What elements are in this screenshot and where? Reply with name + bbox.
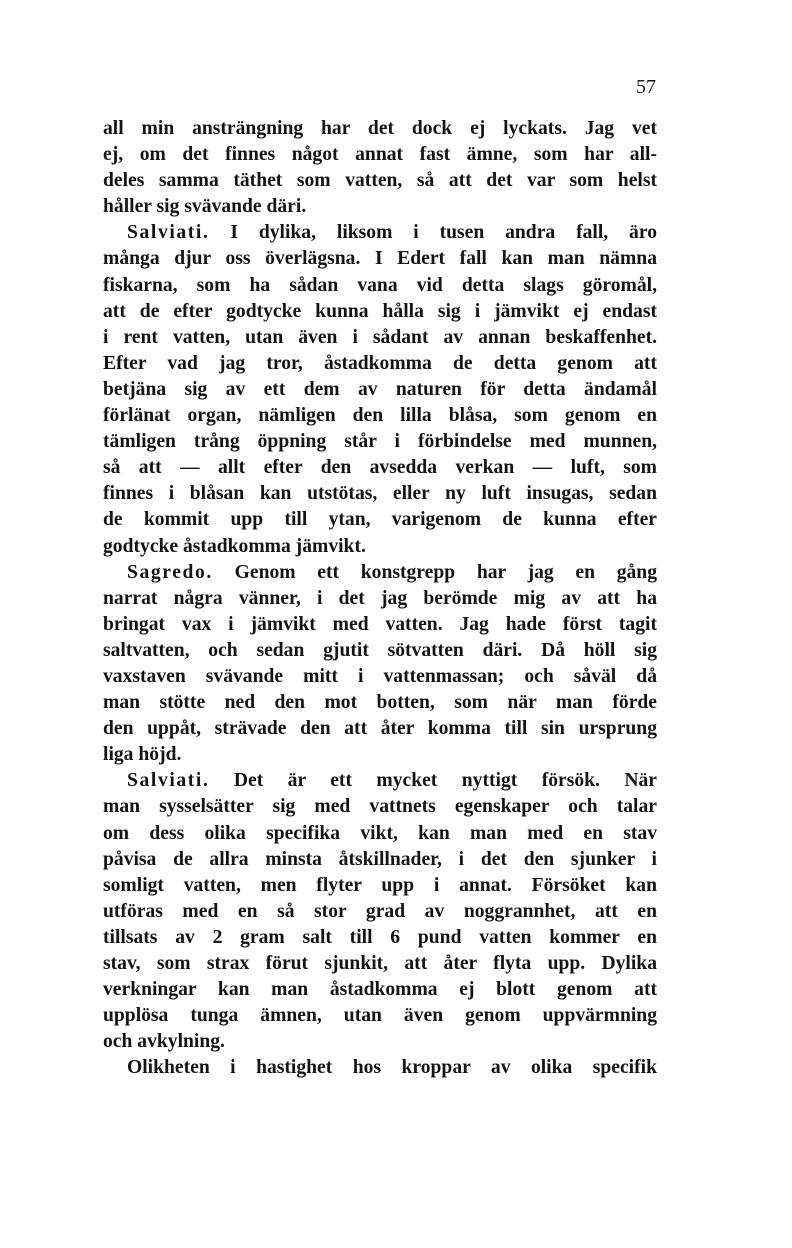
line-text: tillsats av 2 gram salt till 6 pund vatten kommer en bbox=[103, 926, 657, 948]
line-text: man stötte ned den mot botten, som när man förde bbox=[103, 692, 657, 714]
text-line bbox=[103, 768, 657, 794]
line-text: den uppåt, strävade den att åter komma till sin ursprung bbox=[103, 718, 657, 740]
text-line bbox=[103, 377, 657, 403]
line-text: somligt vatten, men flyter upp i annat. Försöket kan bbox=[103, 874, 657, 896]
text-line bbox=[103, 925, 657, 951]
line-text: man sysselsätter sig med vattnets egenskaper och talar bbox=[103, 796, 657, 818]
line-text: stav, som strax förut sjunkit, att åter flyta upp. Dylika bbox=[103, 953, 657, 974]
text-line bbox=[103, 873, 657, 899]
line-text: I dylika, liksom i tusen andra fall, äro bbox=[209, 222, 657, 244]
text-line bbox=[103, 246, 657, 272]
line-text: påvisa de allra minsta åtskillnader, i det den sjunker i bbox=[103, 848, 657, 870]
line-text: utföras med en så stor grad av noggrannhet, att en bbox=[103, 900, 657, 922]
line-text: upplösa tunga ämnen, utan även genom uppvärmning bbox=[103, 1005, 657, 1027]
line-text: tämligen trång öppning står i förbindelse med munnen, bbox=[103, 431, 657, 453]
line-text: förlänat organ, nämligen den lilla blåsa, som genom en bbox=[103, 405, 657, 427]
line-text: all min ansträngning har det dock ej lyckats. Jag vet bbox=[103, 118, 657, 139]
text-line bbox=[103, 690, 657, 716]
line-text: ej, om det finnes något annat fast ämne, som har all- bbox=[103, 144, 657, 166]
text-line bbox=[103, 1029, 657, 1055]
text-line bbox=[103, 847, 657, 873]
line-text: så att — allt efter den avsedda verkan — luft, som bbox=[103, 457, 657, 479]
text-line bbox=[103, 455, 657, 481]
line-text: liga höjd. bbox=[103, 744, 182, 766]
text-line bbox=[103, 1055, 657, 1081]
line-text: Genom ett konstgrepp har jag en gång bbox=[212, 561, 657, 583]
text-line bbox=[103, 299, 657, 325]
line-text: i rent vatten, utan även i sådant av annan beskaffenhet. bbox=[103, 326, 657, 348]
text-line bbox=[103, 612, 657, 638]
text-line bbox=[103, 794, 657, 820]
line-text: godtycke åstadkomma jämvikt. bbox=[103, 535, 366, 557]
text-line bbox=[103, 821, 657, 847]
page-number: 57 bbox=[636, 76, 656, 98]
text-line bbox=[103, 716, 657, 742]
text-line bbox=[103, 220, 657, 246]
line-text: finnes i blåsan kan utstötas, eller ny luft insugas, sedan bbox=[103, 483, 657, 505]
text-line bbox=[103, 194, 657, 220]
line-text: att de efter godtycke kunna hålla sig i jämvikt ej endast bbox=[103, 300, 657, 322]
body-text bbox=[103, 116, 657, 1081]
text-line bbox=[103, 899, 657, 925]
speaker-name: Sagredo. bbox=[127, 561, 213, 583]
text-line bbox=[103, 351, 657, 377]
line-text: om dess olika specifika vikt, kan man med en stav bbox=[103, 822, 657, 844]
line-text: bringat vax i jämvikt med vatten. Jag hade först tagit bbox=[103, 613, 657, 635]
line-text: betjäna sig av ett dem av naturen för detta ändamål bbox=[103, 378, 657, 400]
line-text: Olikheten i hastighet hos kroppar av olika specifik bbox=[127, 1057, 657, 1079]
line-text: fiskarna, som ha sådan vana vid detta slags göromål, bbox=[103, 274, 657, 296]
line-text: Efter vad jag tror, åstadkomma de detta genom att bbox=[103, 352, 657, 374]
text-line bbox=[103, 586, 657, 612]
text-line bbox=[103, 403, 657, 429]
speaker-name: Salviati. bbox=[127, 770, 210, 792]
text-line bbox=[103, 507, 657, 533]
line-text: deles samma täthet som vatten, så att det var som helst bbox=[103, 170, 657, 192]
line-text: de kommit upp till ytan, varigenom de kunna efter bbox=[103, 509, 657, 531]
line-text: verkningar kan man åstadkomma ej blott genom att bbox=[103, 979, 657, 1001]
text-line bbox=[103, 534, 657, 560]
line-text: många djur oss överlägsna. I Edert fall kan man nämna bbox=[103, 248, 657, 270]
line-text: saltvatten, och sedan gjutit sötvatten däri. Då höll sig bbox=[103, 639, 657, 661]
text-line bbox=[103, 273, 657, 299]
line-text: narrat några vänner, i det jag berömde mig av att ha bbox=[103, 587, 657, 609]
text-line bbox=[103, 168, 657, 194]
text-line bbox=[103, 429, 657, 455]
speaker-name: Salviati. bbox=[127, 222, 210, 244]
text-line bbox=[103, 638, 657, 664]
text-line bbox=[103, 116, 657, 142]
text-line bbox=[103, 142, 657, 168]
text-line bbox=[103, 325, 657, 351]
text-line bbox=[103, 1003, 657, 1029]
text-line bbox=[103, 664, 657, 690]
text-line bbox=[103, 977, 657, 1003]
text-line bbox=[103, 481, 657, 507]
line-text: vaxstaven svävande mitt i vattenmassan; och såväl då bbox=[103, 665, 657, 687]
text-line bbox=[103, 742, 657, 768]
line-text: och avkylning. bbox=[103, 1031, 225, 1053]
text-line bbox=[103, 951, 657, 977]
line-text: håller sig svävande däri. bbox=[103, 196, 307, 218]
text-line bbox=[103, 560, 657, 586]
line-text: Det är ett mycket nyttigt försök. När bbox=[209, 770, 657, 792]
